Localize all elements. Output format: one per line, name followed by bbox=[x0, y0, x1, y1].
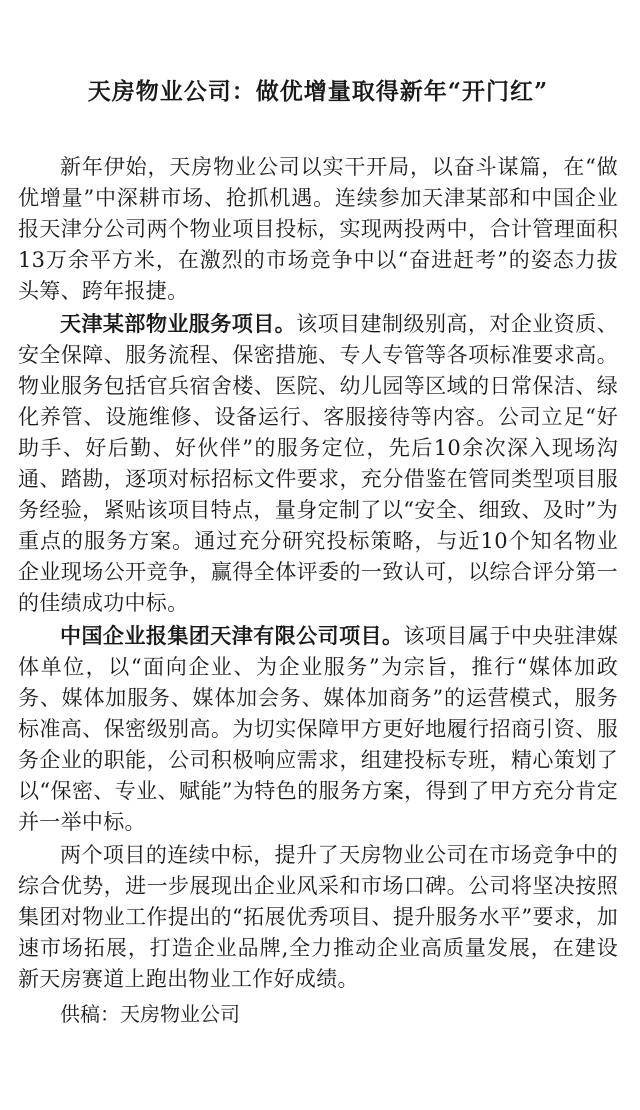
paragraph-text: 新年伊始，天房物业公司以实干开局，以奋斗谋篇，在“做优增量”中深耕市场、抢抓机遇。连续参加天津某部和中国企业报天津分公司两个物业项目投标，实现两投两中，合计管理面积13万余平方米，在激烈的市场竞争中以“奋进赶考”的姿态力拔头筹、跨年报捷。 bbox=[18, 155, 618, 303]
paragraph-project-media bbox=[18, 621, 618, 838]
paragraph-text: 该项目属于中央驻津媒体单位，以“面向企业、为企业服务”为宗旨，推行“媒体加政务、媒体加服务、媒体加会务、媒体加商务”的运营模式，服务标准高、保密级别高。为切实保障甲方更好地履行招商引资、服务企业的职能，公司积极响应需求，组建投标专班，精心策划了以“保密、专业、赋能”为特色的服务方案，得到了甲方充分肯定并一举中标。 bbox=[18, 624, 618, 834]
paragraph-lead-heading: 中国企业报集团天津有限公司项目。 bbox=[60, 624, 404, 648]
paragraph-text: 该项目建制级别高，对企业资质、安全保障、服务流程、保密措施、专人专管等各项标准要求高。物业服务包括官兵宿舍楼、医院、幼儿园等区域的日常保洁、绿化养管、设施维修、设备运行、客服接待等内容。公司立足“好助手、好后勤、好伙伴”的服务定位，先后10余次深入现场沟通、踏勘，逐项对标招标文件要求，充分借鉴在管同类型项目服务经验，紧贴该项目特点，量身定制了以“安全、细致、及时”为重点的服务方案。通过充分研究投标策略，与近10个知名物业企业现场公开竞争，赢得全体评委的一致认可，以综合评分第一的佳绩成功中标。 bbox=[18, 312, 618, 615]
article-source: 供稿：天房物业公司 bbox=[60, 1002, 240, 1026]
paragraph-intro bbox=[18, 152, 618, 307]
article-title: 天房物业公司：做优增量取得新年“开门红” bbox=[87, 78, 549, 105]
paragraph-lead-heading: 天津某部物业服务项目。 bbox=[60, 312, 297, 336]
paragraph-project-military bbox=[18, 309, 618, 619]
paragraph-conclusion bbox=[18, 840, 618, 995]
paragraph-text: 两个项目的连续中标，提升了天房物业公司在市场竞争中的综合优势，进一步展现出企业风采和市场口碑。公司将坚决按照集团对物业工作提出的“拓展优秀项目、提升服务水平”要求，加速市场拓展，打造企业品牌,全力推动企业高质量发展，在建设新天房赛道上跑出物业工作好成绩。 bbox=[18, 843, 618, 991]
